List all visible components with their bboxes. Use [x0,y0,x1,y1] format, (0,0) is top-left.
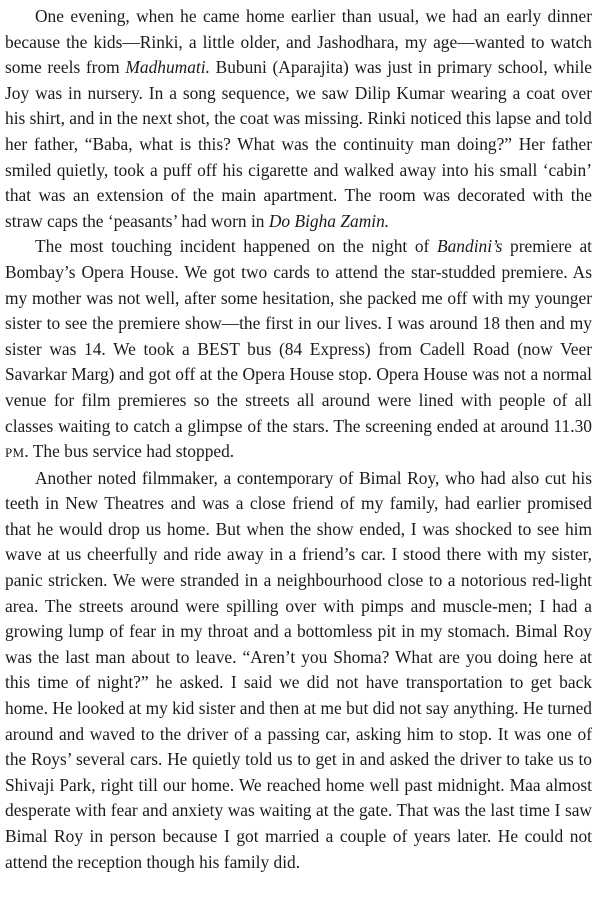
paragraph-text: Bubuni (Aparajita) was just in primary school, while Joy was in nursery. In a song sequence, we saw Dilip Kumar wearing a coat over his shirt, and in the next shot, the coat was missing. Rinki noticed this lapse and told her father, “Baba, what is this? What was the continuity man doing?” Her father smiled quietly, took a puff off his cigarette and walked away into his small ‘cabin’ that was an extension of the main apartment. The room was decorated with the straw caps the ‘peasants’ had worn in [5,57,592,231]
small-caps-text: PM [5,445,25,461]
paragraph-text: One evening, when he came home earlier than usual, we had an early dinner because the kids—Rinki, a little older, and Jashodhara, my age—wanted to watch some reels from [5,6,592,78]
italic-title-text: Madhumati. [125,57,210,78]
paragraph-text: premiere at Bombay’s Opera House. We got two cards to attend the star-studded premiere. As my mother was not well, after some hesitation, she packed me off with my younger sister to see the premiere show—the first in our lives. I was around 18 then and my sister was 14. We took a BEST bus (84 Express) from Cadell Road (now Veer Savarkar Marg) and got off at the Opera House stop. Opera House was not a normal venue for film premieres so the streets all around were lined with people of all classes waiting to catch a glimpse of the stars. The screening ended at around 11.30 [5,236,592,436]
italic-title-text: Bandini’s [436,236,503,257]
paragraph-text: The most touching incident happened on the night of [35,236,437,257]
paragraph-text: . The bus service had stopped. [24,441,235,462]
paragraph-bandini-premiere [5,234,592,465]
paragraph-ride-home [5,466,592,876]
paragraph-text: Another noted filmmaker, a contemporary of Bimal Roy, who had also cut his teeth in New Theatres and was a close friend of my family, had earlier promised that he would drop us home. But when the show ended, I was shocked to see him wave at us cheerfully and ride away in a friend’s car. I stood there with my sister, panic stricken. We were stranded in a neighbourhood close to a notorious red-light area. The streets around were spilling over with pimps and muscle-men; I had a growing lump of fear in my throat and a bottomless pit in my stomach. Bimal Roy was the last man about to leave. “Aren’t you Shoma? What are you doing here at this time of night?” he asked. I said we did not have transportation to get back home. He looked at my kid sister and then at me but did not say anything. He turned around and waved to the driver of a passing car, asking him to stop. It was one of the Roys’ several cars. He quietly told us to get in and asked the driver to take us to Shivaji Park, right till our home. We reached home well past midnight. Maa almost desperate with fear and anxiety was waiting at the gate. That was the last time I saw Bimal Roy in person because I got married a couple of years later. He could not attend the reception though his family did. [5,467,592,872]
italic-title-text: Do Bigha Zamin. [268,210,390,231]
paragraph-madhumati-evening [5,4,592,234]
